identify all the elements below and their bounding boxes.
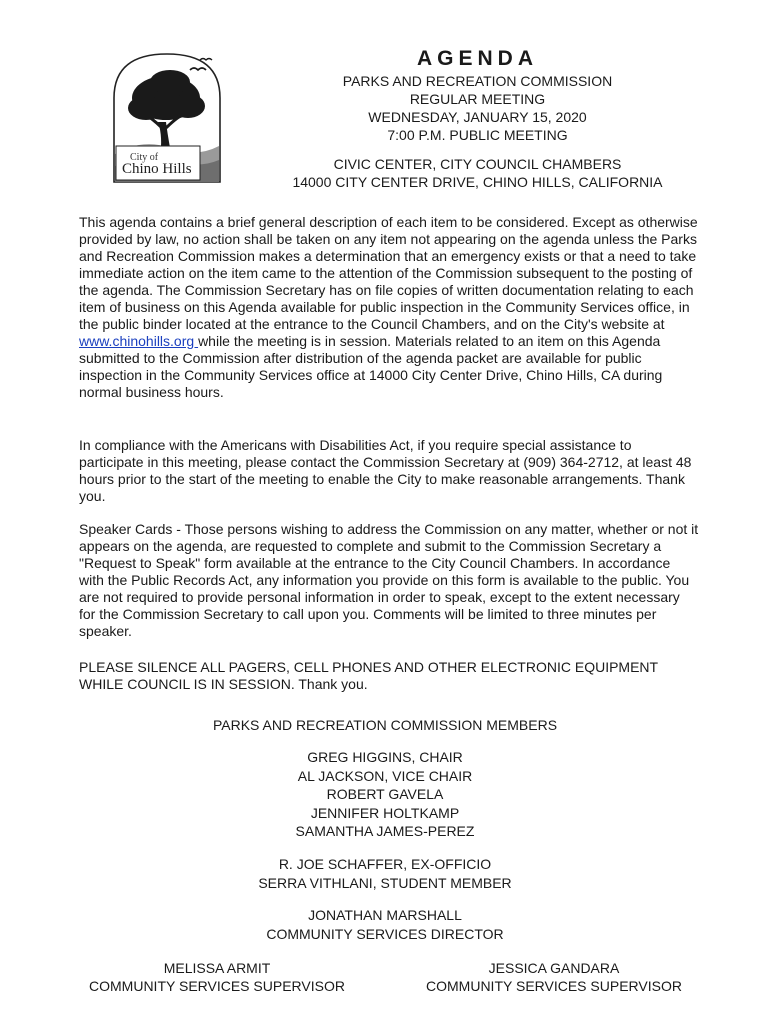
intro-text: This agenda contains a brief general description of each item to be considered. Except as otherwise provided by law, no action shall be taken on any item not appearing on the agenda unless the Parks and Recreation Commission makes a determination that an emergency exists or that a need to take immediate action on the item came to the attention of the Commission subsequent to the posting of the agenda. The Commission Secretary has on file copies of written documentation relating to each item of business on this Agenda available for public inspection in the Community Services office, in the public binder located at the entrance to the Council Chambers, and on the City's website at xyxy=(79,214,698,332)
commissioners-list xyxy=(79,748,691,841)
speaker-cards-paragraph: Speaker Cards - Those persons wishing to address the Commission on any matter, whether or not it appears on the agenda, are requested to complete and submit to the Commission Secretary a "Request to Speak" form available at the entrance to the City Council Chambers. In accordance with the Public Records Act, any information you provide on this form is available to the public. You are not required to provide personal information in order to speak, except to the extent necessary for the Commission Secretary to call upon you. Comments will be limited to three minutes per speaker. xyxy=(79,521,699,639)
silence-notice: PLEASE SILENCE ALL PAGERS, CELL PHONES AND OTHER ELECTRONIC EQUIPMENT WHILE COUNCIL IS IN SESSION. Thank you. xyxy=(79,659,658,692)
supervisor-title: COMMUNITY SERVICES SUPERVISOR xyxy=(89,977,345,994)
meeting-info xyxy=(255,72,700,144)
list-item: AL JACKSON, VICE CHAIR xyxy=(297,767,473,784)
intro-paragraph xyxy=(79,214,699,401)
page-title: AGENDA xyxy=(416,47,538,70)
list-item: SAMANTHA JAMES-PEREZ xyxy=(295,823,475,839)
logo-city-name: Chino Hills xyxy=(122,161,192,177)
meeting-line: 7:00 P.M. PUBLIC MEETING xyxy=(387,127,568,143)
supervisor-title: COMMUNITY SERVICES SUPERVISOR xyxy=(426,977,682,994)
location-line: CIVIC CENTER, CITY COUNCIL CHAMBERS xyxy=(333,156,622,172)
director-block xyxy=(79,906,691,943)
supervisor-name: JESSICA GANDARA xyxy=(488,960,620,976)
director-title: COMMUNITY SERVICES DIRECTOR xyxy=(266,925,504,942)
location-line: 14000 CITY CENTER DRIVE, CHINO HILLS, CALIFORNIA xyxy=(292,174,663,190)
supervisor-name: MELISSA ARMIT xyxy=(163,960,271,976)
ada-paragraph: In compliance with the Americans with Disabilities Act, if you require special assistance to participate in this meeting, please contact the Commission Secretary at (909) 364-2712, at least 48 hours prior to the start of the meeting to enable the City to make reasonable arrangements. Thank you. xyxy=(79,437,692,504)
list-item: SERRA VITHLANI, STUDENT MEMBER xyxy=(258,874,512,891)
director-name: JONATHAN MARSHALL xyxy=(308,907,462,923)
meeting-line: REGULAR MEETING xyxy=(409,91,546,107)
list-item: ROBERT GAVELA xyxy=(326,786,444,802)
meeting-line: WEDNESDAY, JANUARY 15, 2020 xyxy=(368,109,587,125)
list-item: JENNIFER HOLTKAMP xyxy=(310,804,460,821)
website-link[interactable]: www.chinohills.org xyxy=(79,333,199,349)
supervisor-left xyxy=(79,960,355,995)
meeting-line: PARKS AND RECREATION COMMISSION xyxy=(342,73,613,89)
city-logo xyxy=(108,50,226,184)
other-members-list xyxy=(79,855,691,892)
logo-small-text: City of xyxy=(130,152,159,163)
supervisor-right xyxy=(414,960,694,995)
members-heading: PARKS AND RECREATION COMMISSION MEMBERS xyxy=(212,717,558,733)
meeting-location xyxy=(255,155,700,191)
intro-text-cont: while the meeting is in session. Materials related to an item on this Agenda submitted to the Commission after distribution of the agenda packet are available for public inspection in the Community Services office at 14000 City Center Drive, Chino Hills, CA during normal business hours. xyxy=(79,333,663,400)
list-item: R. JOE SCHAFFER, EX-OFFICIO xyxy=(278,856,492,872)
list-item: GREG HIGGINS, CHAIR xyxy=(307,749,463,765)
